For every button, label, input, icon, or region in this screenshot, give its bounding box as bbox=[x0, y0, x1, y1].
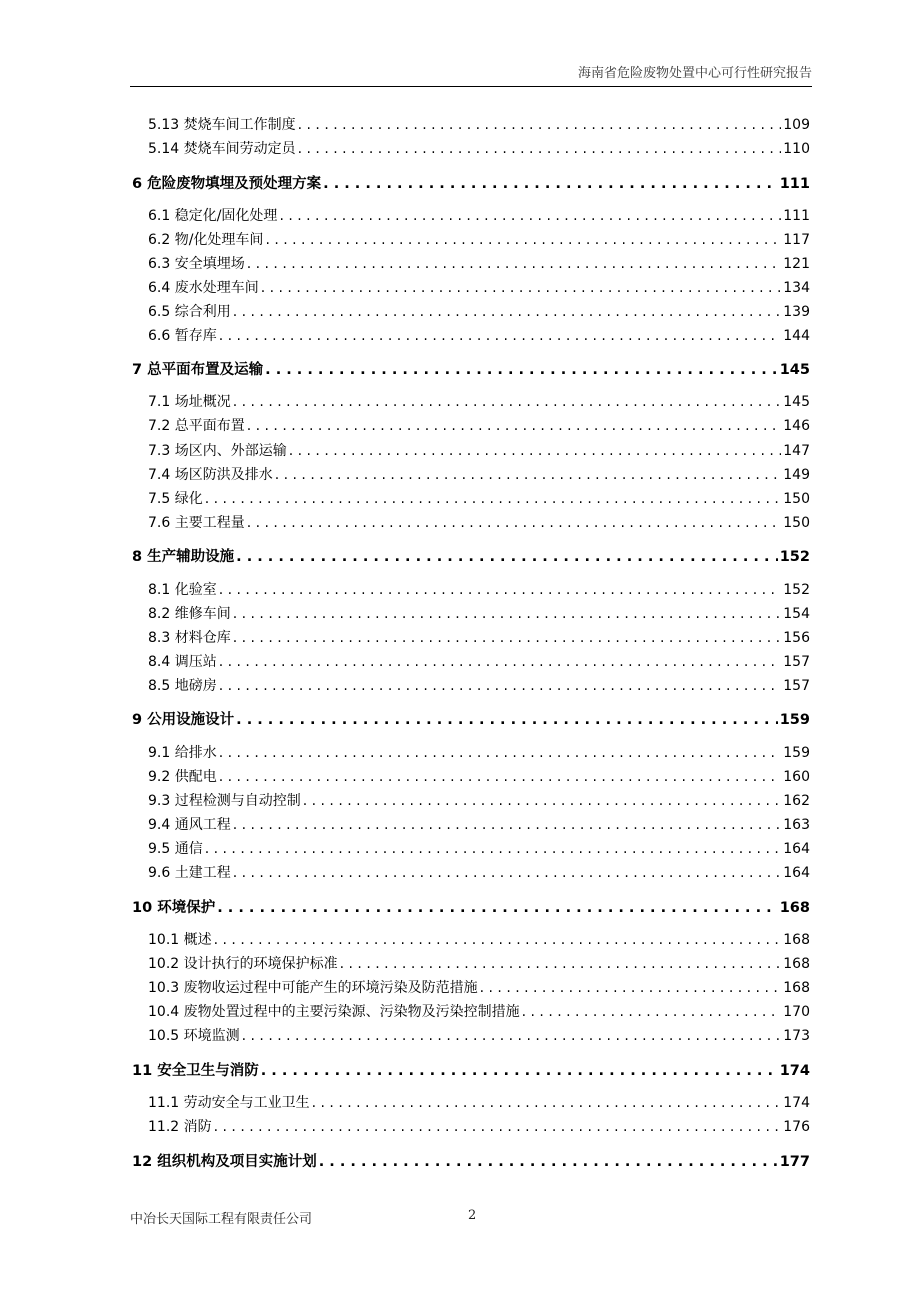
toc-section-entry[interactable] bbox=[148, 838, 810, 858]
toc-entry-label: 8.4 调压站 bbox=[148, 654, 217, 670]
toc-section-entry[interactable] bbox=[148, 301, 810, 321]
page-number: 2 bbox=[468, 1208, 477, 1223]
toc-section-entry[interactable] bbox=[148, 464, 810, 484]
toc-section-entry[interactable] bbox=[148, 1116, 810, 1136]
toc-dot-leader bbox=[298, 117, 782, 133]
toc-entry-label: 8.3 材料仓库 bbox=[148, 630, 231, 646]
toc-dot-leader bbox=[279, 208, 781, 224]
toc-chapter-entry[interactable] bbox=[132, 358, 810, 379]
toc-entry-label: 12 组织机构及项目实施计划 bbox=[132, 1154, 317, 1170]
toc-entry-label: 11 安全卫生与消防 bbox=[132, 1063, 259, 1079]
toc-dot-leader bbox=[275, 467, 782, 483]
toc-entry-page: 147 bbox=[783, 443, 810, 459]
toc-dot-leader bbox=[340, 956, 782, 972]
toc-entry-page: 174 bbox=[779, 1063, 810, 1079]
toc-dot-leader bbox=[312, 1095, 782, 1111]
toc-section-entry[interactable] bbox=[148, 603, 810, 623]
toc-entry-page: 168 bbox=[783, 932, 810, 948]
toc-chapter-entry[interactable] bbox=[132, 1150, 810, 1171]
toc-entry-page: 157 bbox=[783, 654, 810, 670]
toc-entry-page: 139 bbox=[783, 304, 810, 320]
toc-entry-label: 9.3 过程检测与自动控制 bbox=[148, 793, 301, 809]
toc-entry-label: 7 总平面布置及运输 bbox=[132, 362, 264, 378]
toc-dot-leader bbox=[261, 280, 782, 296]
toc-entry-label: 10.2 设计执行的环境保护标准 bbox=[148, 956, 338, 972]
toc-section-entry[interactable] bbox=[148, 953, 810, 973]
toc-dot-leader bbox=[219, 678, 782, 694]
toc-section-entry[interactable] bbox=[148, 766, 810, 786]
toc-chapter-entry[interactable] bbox=[132, 708, 810, 729]
toc-section-entry[interactable] bbox=[148, 512, 810, 532]
toc-entry-page: 150 bbox=[783, 515, 810, 531]
toc-entry-page: 164 bbox=[783, 841, 810, 857]
toc-dot-leader bbox=[219, 745, 782, 761]
toc-dot-leader bbox=[205, 841, 782, 857]
toc-entry-label: 9.2 供配电 bbox=[148, 769, 217, 785]
toc-dot-leader bbox=[265, 362, 778, 378]
toc-entry-page: 159 bbox=[783, 745, 810, 761]
toc-section-entry[interactable] bbox=[148, 651, 810, 671]
toc-section-entry[interactable] bbox=[148, 814, 810, 834]
toc-chapter-entry[interactable] bbox=[132, 896, 810, 917]
toc-entry-page: 111 bbox=[779, 176, 810, 192]
toc-section-entry[interactable] bbox=[148, 790, 810, 810]
toc-dot-leader bbox=[247, 256, 782, 272]
toc-entry-page: 170 bbox=[783, 1004, 810, 1020]
toc-entry-label: 8 生产辅助设施 bbox=[132, 549, 235, 565]
toc-entry-page: 134 bbox=[783, 280, 810, 296]
toc-dot-leader bbox=[236, 712, 778, 728]
toc-entry-page: 121 bbox=[783, 256, 810, 272]
page-footer bbox=[130, 1208, 812, 1228]
toc-section-entry[interactable] bbox=[148, 229, 810, 249]
toc-entry-page: 162 bbox=[783, 793, 810, 809]
toc-dot-leader bbox=[233, 865, 782, 881]
toc-entry-label: 6.6 暂存库 bbox=[148, 328, 217, 344]
toc-entry-label: 5.14 焚烧车间劳动定员 bbox=[148, 141, 296, 157]
toc-entry-page: 146 bbox=[783, 418, 810, 434]
toc-section-entry[interactable] bbox=[148, 579, 810, 599]
toc-section-entry[interactable] bbox=[148, 929, 810, 949]
toc-entry-page: 145 bbox=[779, 362, 810, 378]
toc-entry-page: 154 bbox=[783, 606, 810, 622]
toc-entry-page: 149 bbox=[783, 467, 810, 483]
toc-dot-leader bbox=[261, 1063, 778, 1079]
toc-section-entry[interactable] bbox=[148, 440, 810, 460]
toc-entry-label: 6 危险废物填埋及预处理方案 bbox=[132, 176, 322, 192]
toc-entry-page: 168 bbox=[783, 956, 810, 972]
toc-entry-label: 6.5 综合利用 bbox=[148, 304, 231, 320]
toc-dot-leader bbox=[298, 141, 782, 157]
toc-dot-leader bbox=[265, 232, 781, 248]
toc-dot-leader bbox=[242, 1028, 782, 1044]
toc-dot-leader bbox=[480, 980, 782, 996]
toc-dot-leader bbox=[319, 1154, 778, 1170]
toc-entry-label: 6.2 物/化处理车间 bbox=[148, 232, 264, 248]
toc-chapter-entry[interactable] bbox=[132, 172, 810, 193]
toc-dot-leader bbox=[289, 443, 782, 459]
toc-entry-label: 8.1 化验室 bbox=[148, 582, 217, 598]
toc-section-entry[interactable] bbox=[148, 1092, 810, 1112]
toc-entry-label: 9 公用设施设计 bbox=[132, 712, 235, 728]
toc-entry-label: 10.4 废物处置过程中的主要污染源、污染物及污染控制措施 bbox=[148, 1004, 520, 1020]
toc-entry-page: 117 bbox=[783, 232, 810, 248]
toc-entry-label: 9.1 给排水 bbox=[148, 745, 217, 761]
toc-entry-label: 7.1 场址概况 bbox=[148, 394, 231, 410]
toc-entry-label: 11.1 劳动安全与工业卫生 bbox=[148, 1095, 310, 1111]
toc-entry-page: 168 bbox=[779, 900, 810, 916]
toc-entry-page: 157 bbox=[783, 678, 810, 694]
toc-entry-page: 152 bbox=[783, 582, 810, 598]
toc-entry-page: 150 bbox=[783, 491, 810, 507]
toc-section-entry[interactable] bbox=[148, 627, 810, 647]
toc-entry-label: 10 环境保护 bbox=[132, 900, 216, 916]
toc-dot-leader bbox=[233, 606, 782, 622]
toc-dot-leader bbox=[247, 418, 782, 434]
toc-entry-label: 10.3 废物收运过程中可能产生的环境污染及防范措施 bbox=[148, 980, 478, 996]
toc-dot-leader bbox=[205, 491, 782, 507]
toc-entry-label: 6.4 废水处理车间 bbox=[148, 280, 259, 296]
toc-dot-leader bbox=[233, 304, 782, 320]
toc-section-entry[interactable] bbox=[148, 391, 810, 411]
toc-entry-page: 168 bbox=[783, 980, 810, 996]
toc-section-entry[interactable] bbox=[148, 253, 810, 273]
toc-entry-label: 6.1 稳定化/固化处理 bbox=[148, 208, 278, 224]
toc-entry-page: 163 bbox=[783, 817, 810, 833]
toc-entry-page: 152 bbox=[779, 549, 810, 565]
toc-entry-page: 160 bbox=[783, 769, 810, 785]
toc-dot-leader bbox=[522, 1004, 782, 1020]
toc-entry-label: 7.2 总平面布置 bbox=[148, 418, 245, 434]
toc-section-entry[interactable] bbox=[148, 675, 810, 695]
toc-dot-leader bbox=[219, 654, 782, 670]
toc-entry-label: 5.13 焚烧车间工作制度 bbox=[148, 117, 296, 133]
toc-section-entry[interactable] bbox=[148, 205, 810, 225]
toc-dot-leader bbox=[217, 900, 777, 916]
toc-entry-page: 174 bbox=[783, 1095, 810, 1111]
toc-dot-leader bbox=[214, 1119, 782, 1135]
toc-dot-leader bbox=[214, 932, 782, 948]
toc-entry-page: 144 bbox=[783, 328, 810, 344]
toc-entry-label: 8.2 维修车间 bbox=[148, 606, 231, 622]
toc-dot-leader bbox=[219, 328, 782, 344]
toc-entry-label: 7.3 场区内、外部运输 bbox=[148, 443, 287, 459]
toc-section-entry[interactable] bbox=[148, 415, 810, 435]
toc-entry-label: 9.5 通信 bbox=[148, 841, 203, 857]
toc-dot-leader bbox=[233, 394, 782, 410]
toc-section-entry[interactable] bbox=[148, 114, 810, 134]
toc-entry-page: 110 bbox=[783, 141, 810, 157]
toc-dot-leader bbox=[236, 549, 778, 565]
toc-entry-page: 159 bbox=[779, 712, 810, 728]
toc-section-entry[interactable] bbox=[148, 977, 810, 997]
toc-section-entry[interactable] bbox=[148, 1025, 810, 1045]
toc-section-entry[interactable] bbox=[148, 488, 810, 508]
toc-section-entry[interactable] bbox=[148, 325, 810, 345]
toc-entry-page: 177 bbox=[779, 1154, 810, 1170]
document-title: 海南省危险废物处置中心可行性研究报告 bbox=[577, 66, 812, 81]
toc-entry-label: 7.6 主要工程量 bbox=[148, 515, 245, 531]
toc-dot-leader bbox=[247, 515, 782, 531]
toc-entry-label: 8.5 地磅房 bbox=[148, 678, 217, 694]
toc-entry-label: 11.2 消防 bbox=[148, 1119, 212, 1135]
page-header bbox=[130, 62, 812, 87]
toc-entry-label: 10.1 概述 bbox=[148, 932, 212, 948]
toc-dot-leader bbox=[323, 176, 778, 192]
toc-dot-leader bbox=[303, 793, 782, 809]
toc-entry-label: 7.5 绿化 bbox=[148, 491, 203, 507]
toc-section-entry[interactable] bbox=[148, 742, 810, 762]
toc-section-entry[interactable] bbox=[148, 1001, 810, 1021]
company-name: 中冶长天国际工程有限责任公司 bbox=[130, 1212, 313, 1227]
toc-dot-leader bbox=[233, 817, 782, 833]
toc-section-entry[interactable] bbox=[148, 277, 810, 297]
toc-dot-leader bbox=[219, 582, 782, 598]
toc-dot-leader bbox=[219, 769, 782, 785]
toc-entry-page: 111 bbox=[783, 208, 810, 224]
toc-entry-label: 9.4 通风工程 bbox=[148, 817, 231, 833]
toc-entry-label: 6.3 安全填埋场 bbox=[148, 256, 245, 272]
toc-entry-page: 176 bbox=[783, 1119, 810, 1135]
toc-section-entry[interactable] bbox=[148, 862, 810, 882]
toc-entry-label: 10.5 环境监测 bbox=[148, 1028, 240, 1044]
toc-entry-label: 9.6 土建工程 bbox=[148, 865, 231, 881]
toc-entry-label: 7.4 场区防洪及排水 bbox=[148, 467, 273, 483]
toc-section-entry[interactable] bbox=[148, 138, 810, 158]
toc-entry-page: 173 bbox=[783, 1028, 810, 1044]
toc-entry-page: 164 bbox=[783, 865, 810, 881]
toc-chapter-entry[interactable] bbox=[132, 545, 810, 566]
toc-entry-page: 145 bbox=[783, 394, 810, 410]
toc-dot-leader bbox=[233, 630, 782, 646]
toc-chapter-entry[interactable] bbox=[132, 1059, 810, 1080]
toc-entry-page: 109 bbox=[783, 117, 810, 133]
toc-entry-page: 156 bbox=[783, 630, 810, 646]
